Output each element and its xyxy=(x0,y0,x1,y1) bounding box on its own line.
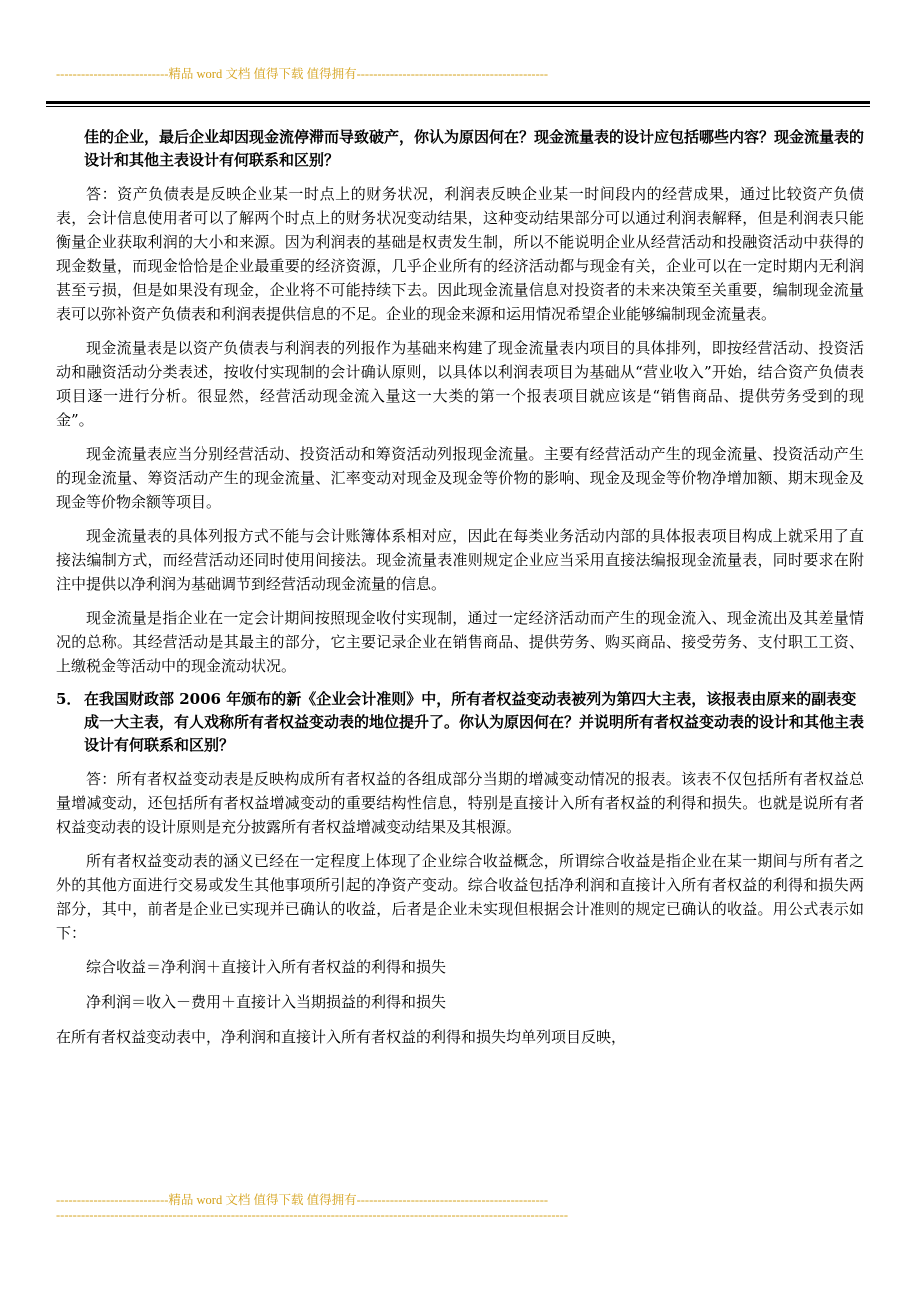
answer-4-paragraph-4: 现金流量表的具体列报方式不能与会计账簿体系相对应，因此在每类业务活动内部的具体报表项目构成上就采用了直接法编制方式，而经营活动还同时使用间接法。现金流量表准则规定企业应当采用直接法编报现金流量表，同时要求在附注中提供以净利润为基础调节到经营活动现金流量的信息。 xyxy=(56,527,864,593)
formula-comprehensive-income: 综合收益＝净利润＋直接计入所有者权益的利得和损失 xyxy=(86,958,447,976)
formula-net-profit: 净利润＝收入－费用＋直接计入当期损益的利得和损失 xyxy=(86,993,447,1011)
header-rule-thick xyxy=(46,101,870,104)
answer-4-paragraph-3: 现金流量表应当分别经营活动、投资活动和筹资活动列报现金流量。主要有经营活动产生的现金流量、投资活动产生的现金流量、筹资活动产生的现金流量、汇率变动对现金及现金等价物的影响、现金及现金等价物净增加额、期末现金及现金等价物余额等项目。 xyxy=(56,445,864,511)
answer-5-paragraph-1: 答：所有者权益变动表是反映构成所有者权益的各组成部分当期的增减变动情况的报表。该表不仅包括所有者权益总量增减变动，还包括所有者权益增减变动的重要结构性信息，特别是直接计入所有者权益的利得和损失。也就是说所有者权益变动表的设计原则是充分披露所有者权益增减变动结果及其根源。 xyxy=(56,770,864,836)
footer-banner: ---------------------------精品 word 文档 值得下载 值得拥有---------------------------------------------- xyxy=(56,1193,549,1207)
answer-5-paragraph-2: 所有者权益变动表的涵义已经在一定程度上体现了企业综合收益概念，所谓综合收益是指企业在某一期间与所有者之外的其他方面进行交易或发生其他事项所引起的净资产变动。综合收益包括净利润和直接计入所有者权益的利得和损失两部分，其中，前者是企业已实现并已确认的收益，后者是企业未实现但根据会计准则的规定已确认的收益。用公式表示如下： xyxy=(56,852,864,942)
question-5 xyxy=(56,688,864,757)
header-rule-thin xyxy=(46,106,870,107)
answer-4-paragraph-1: 答：资产负债表是反映企业某一时点上的财务状况，利润表反映企业某一时间段内的经营成果，通过比较资产负债表，会计信息使用者可以了解两个时点上的财务状况变动结果，这种变动结果部分可以通过利润表解释，但是利润表只能衡量企业获取利润的大小和来源。因为利润表的基础是权责发生制，所以不能说明企业从经营活动和投融资活动中获得的现金数量，而现金恰恰是企业最重要的经济资源，几乎企业所有的经济活动都与现金有关，企业可以在一定时期内无利润甚至亏损，但是如果没有现金，企业将不可能持续下去。因此现金流量信息对投资者的未来决策至关重要，编制现金流量表可以弥补资产负债表和利润表提供信息的不足。企业的现金来源和运用情况希望企业能够编制现金流量表。 xyxy=(56,185,864,323)
footer-dashes: --------------------------------------------------------------------------------------------------------------------------- xyxy=(56,1208,568,1222)
question-5-number: 5． xyxy=(56,690,82,708)
answer-4-paragraph-2: 现金流量表是以资产负债表与利润表的列报作为基础来构建了现金流量表内项目的具体排列，即按经营活动、投资活动和融资活动分类表述，按收付实现制的会计确认原则，以具体以利润表项目为基础从“营业收入”开始，结合资产负债表项目逐一进行分析。很显然，经营活动现金流入量这一大类的第一个报表项目就应该是“销售商品、提供劳务受到的现金”。 xyxy=(56,339,864,429)
question-4-continued: 佳的企业，最后企业却因现金流停滞而导致破产，你认为原因何在？现金流量表的设计应包括哪些内容？现金流量表的设计和其他主表设计有何联系和区别？ xyxy=(84,128,865,169)
closing-line: 在所有者权益变动表中，净利润和直接计入所有者权益的利得和损失均单列项目反映， xyxy=(56,1028,627,1046)
document-body xyxy=(56,126,864,1059)
header-banner: ---------------------------精品 word 文档 值得下载 值得拥有---------------------------------------------- xyxy=(56,67,549,81)
question-5-text: 在我国财政部 2006 年颁布的新《企业会计准则》中，所有者权益变动表被列为第四大主表，该报表由原来的副表变成一大主表，有人戏称所有者权益变动表的地位提升了。你认为原因何在？并说明所有者权益变动表的设计和其他主表设计有何联系和区别？ xyxy=(84,690,865,754)
answer-4-paragraph-5: 现金流量是指企业在一定会计期间按照现金收付实现制，通过一定经济活动而产生的现金流入、现金流出及其差量情况的总称。其经营活动是其最主的部分，它主要记录企业在销售商品、提供劳务、购买商品、接受劳务、支付职工工资、上缴税金等活动中的现金流动状况。 xyxy=(56,609,864,675)
